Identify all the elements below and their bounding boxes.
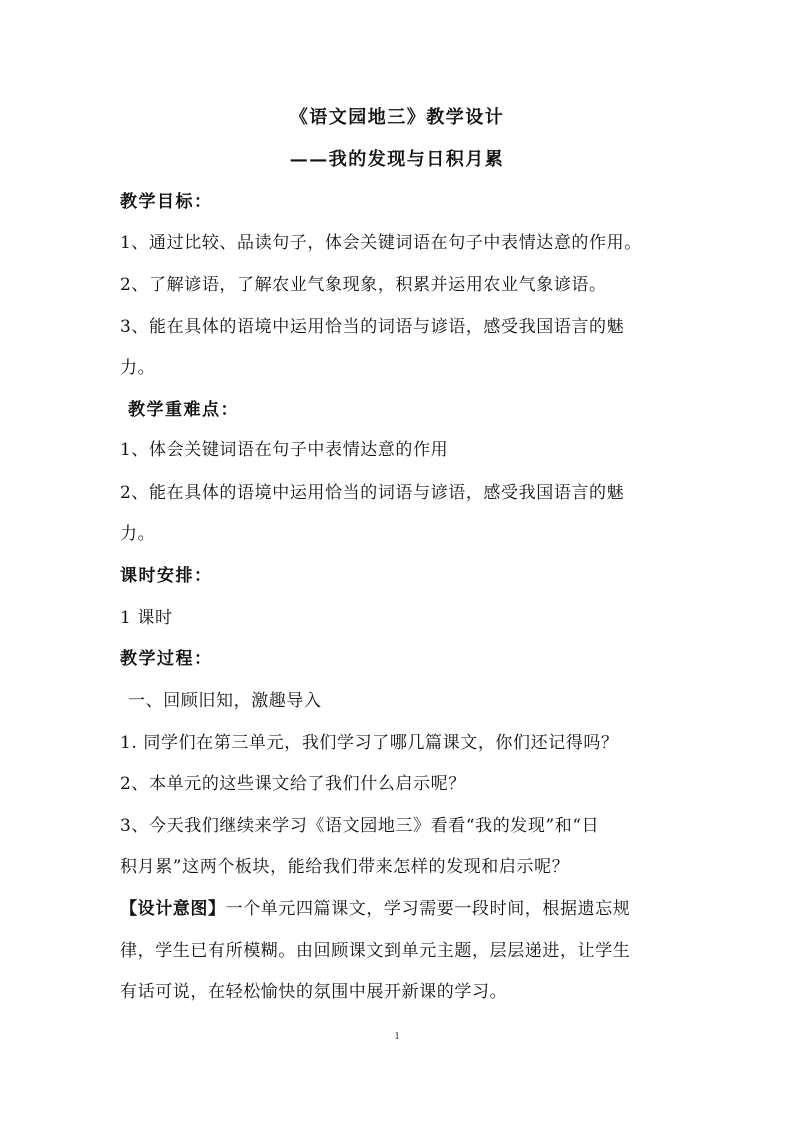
- document-title: 《语文园地三》教学设计: [289, 107, 505, 128]
- process-item: 1. 同学们在第三单元，我们学习了哪几篇课文，你们还记得吗？: [120, 733, 619, 753]
- design-intent-text-line: 有话可说，在轻松愉快的氛围中展开新课的学习。: [120, 982, 508, 1002]
- design-intent-label: 【设计意图】: [120, 899, 226, 919]
- schedule-heading: 课时安排：: [120, 566, 213, 586]
- objective-item: 3、能在具体的语境中运用恰当的词语与谚语，感受我国语言的魅: [120, 317, 625, 337]
- key-point-item: 2、能在具体的语境中运用恰当的词语与谚语，感受我国语言的魅: [120, 483, 625, 503]
- objective-item: 2、了解谚语，了解农业气象现象，积累并运用农业气象谚语。: [120, 275, 607, 295]
- key-point-item: 1、体会关键词语在句子中表情达意的作用: [120, 440, 449, 460]
- objective-item: 1、通过比较、品读句子，体会关键词语在句子中表情达意的作用。: [120, 233, 642, 253]
- objective-item-continuation: 力。: [120, 358, 156, 378]
- key-points-heading: 教学重难点：: [128, 400, 239, 420]
- process-heading: 教学过程：: [120, 649, 213, 669]
- design-intent-paragraph: [120, 897, 680, 921]
- process-item: 2、本单元的这些课文给了我们什么启示呢？: [120, 774, 466, 794]
- document-subtitle: ——我的发现与日积月累: [289, 149, 505, 170]
- process-item-continuation: 积月累”这两个板块，能给我们带来怎样的发现和启示呢？: [120, 857, 570, 877]
- process-section-title: 一、回顾旧知，激趣导入: [128, 691, 322, 711]
- page-number: 1: [394, 1030, 400, 1042]
- design-intent-text-line: 律，学生已有所模糊。由回顾课文到单元主题，层层递进，让学生: [120, 941, 631, 961]
- key-point-item-continuation: 力。: [120, 524, 156, 544]
- process-item: 3、今天我们继续来学习《语文园地三》看看“我的发现”和“日: [120, 816, 600, 836]
- schedule-value: 1 课时: [120, 608, 173, 628]
- objectives-heading: 教学目标：: [120, 192, 213, 212]
- design-intent-text: 一个单元四篇课文，学习需要一段时间，根据遗忘规: [225, 899, 631, 919]
